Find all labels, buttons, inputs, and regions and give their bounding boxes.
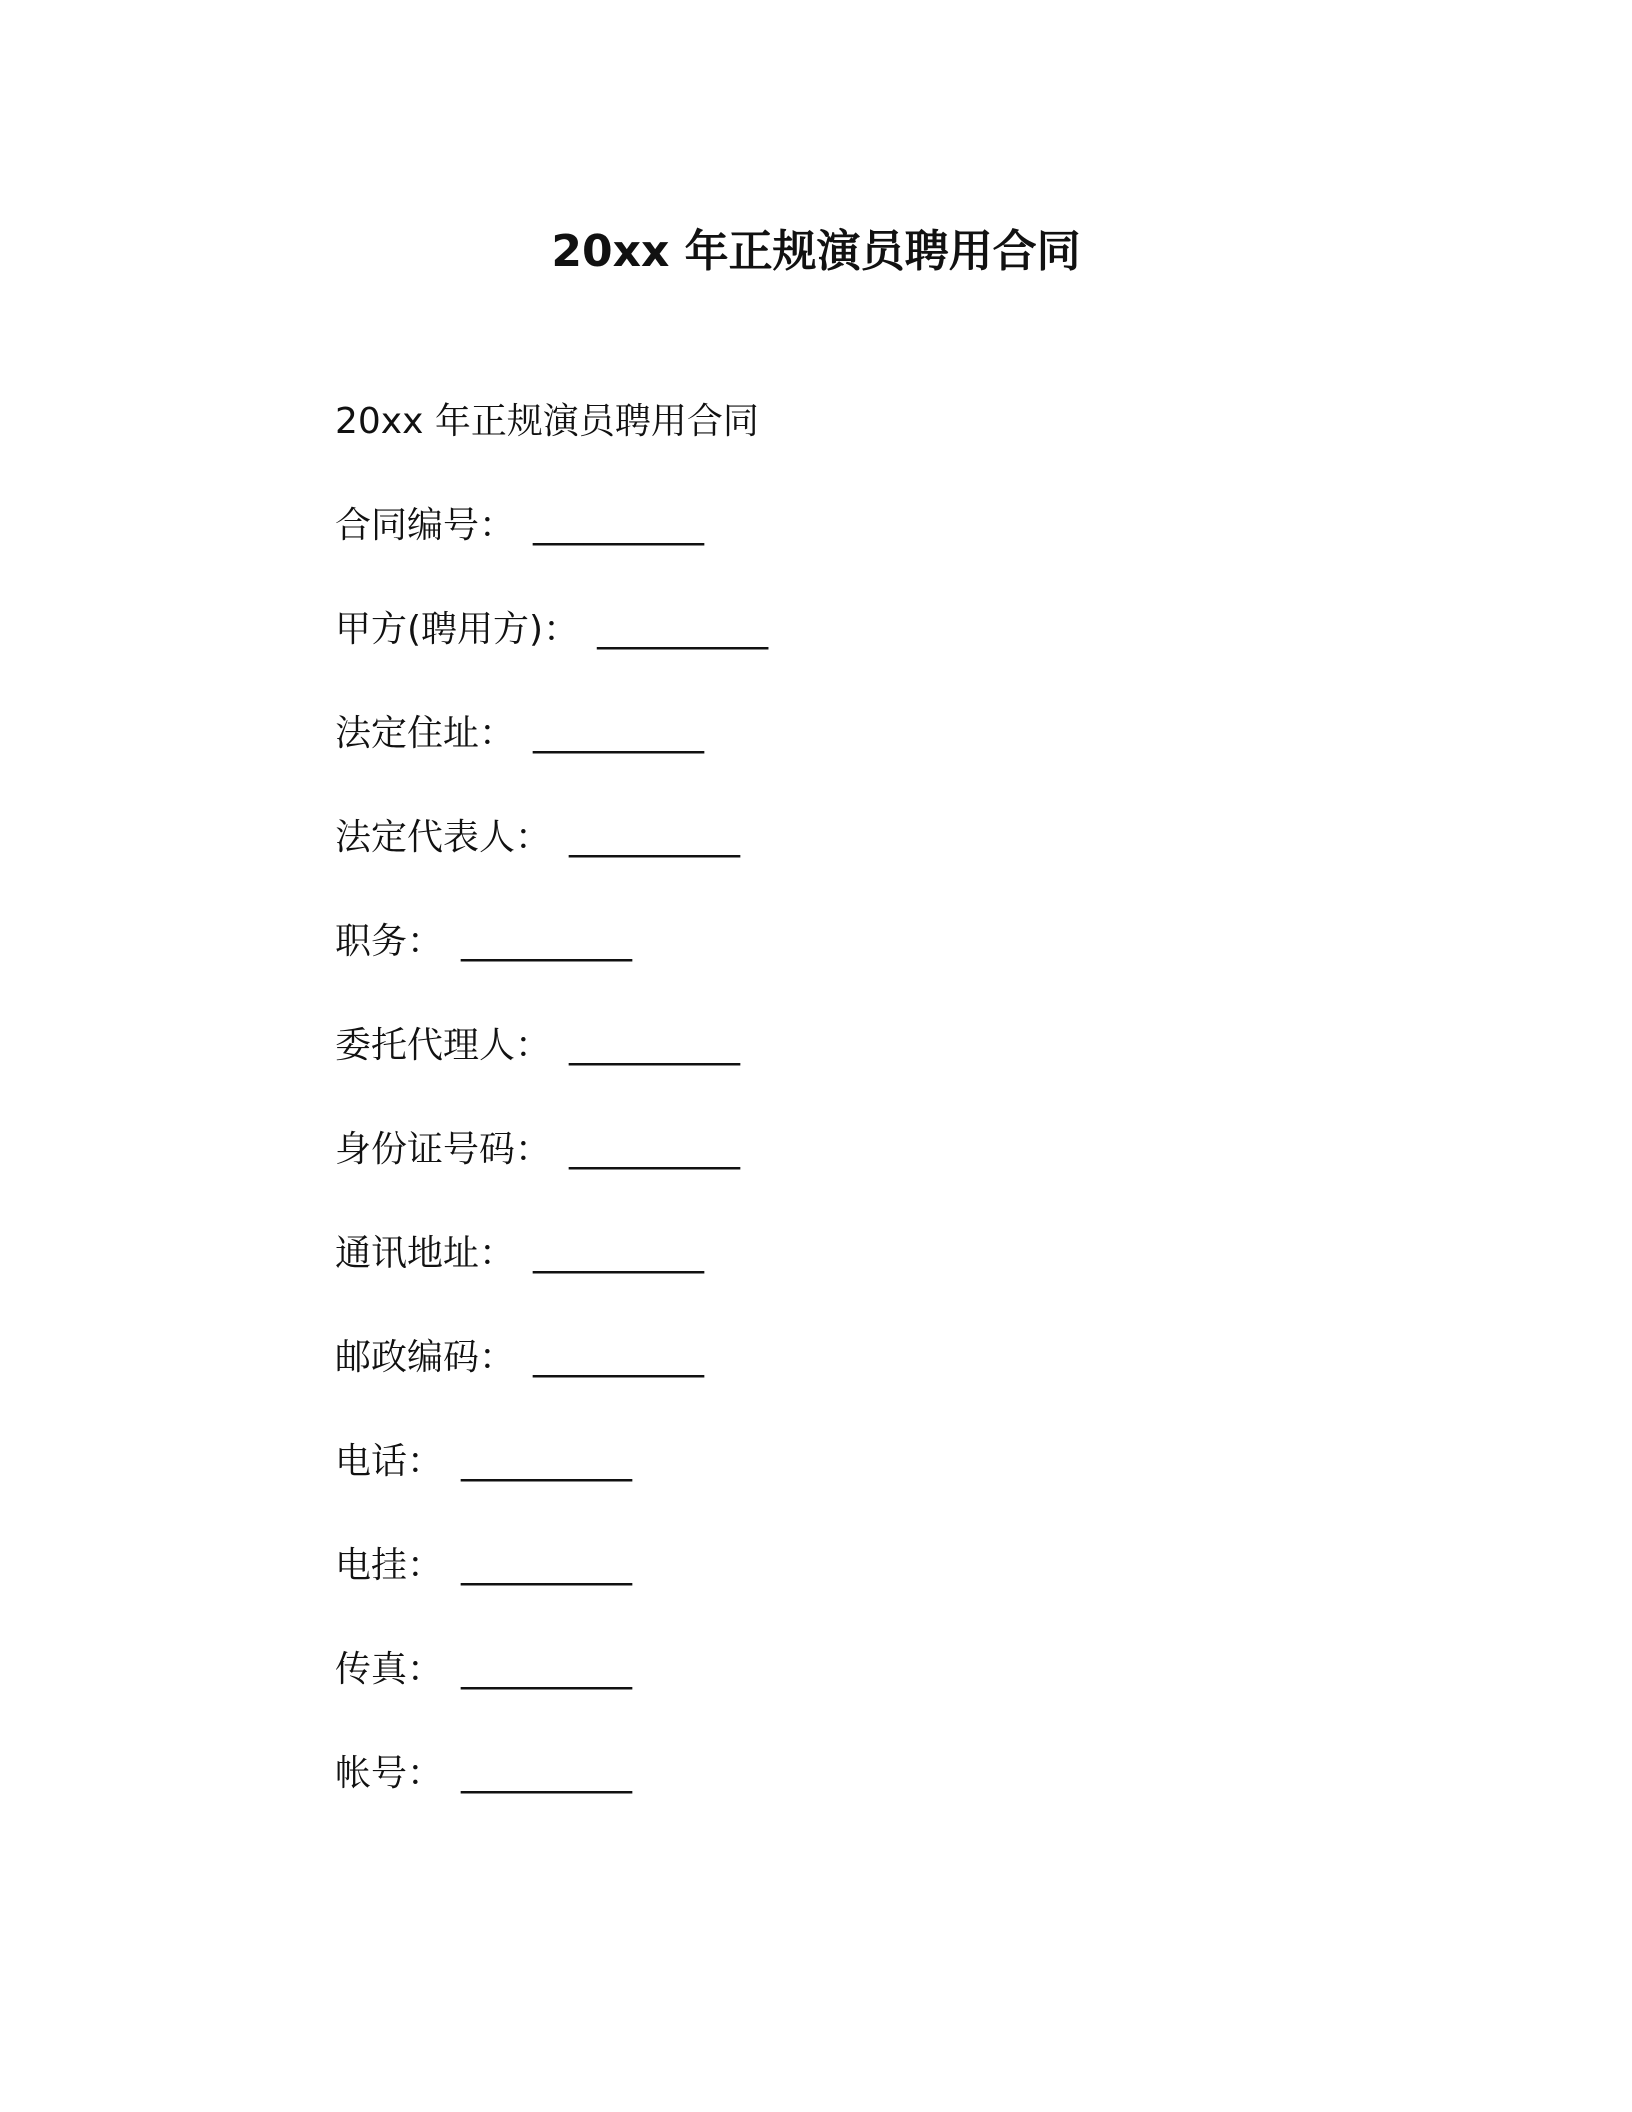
field-label: 法定代表人 — [335, 817, 516, 858]
field-colon: ： — [479, 713, 516, 754]
field-colon: ： — [515, 817, 552, 858]
field-postal-code — [335, 1328, 1335, 1388]
field-blank-line: __________ — [597, 609, 768, 650]
field-colon: ： — [515, 1129, 552, 1170]
field-colon: ： — [407, 921, 444, 962]
document-title: 20xx 年正规演员聘用合同 — [551, 226, 1081, 277]
field-account-number — [335, 1744, 1335, 1804]
document-body — [335, 392, 1335, 1848]
field-colon: ： — [407, 1649, 444, 1690]
field-blank-line: __________ — [533, 1233, 704, 1274]
field-legal-address — [335, 704, 1335, 764]
field-blank-line: __________ — [569, 1129, 740, 1170]
field-label: 电话 — [335, 1441, 408, 1482]
field-blank-line: __________ — [461, 1753, 632, 1794]
field-colon: ： — [407, 1753, 444, 1794]
field-label: 甲方(聘用方) — [335, 609, 544, 650]
field-colon: ： — [479, 1233, 516, 1274]
field-telephone — [335, 1432, 1335, 1492]
field-label: 帐号 — [335, 1753, 408, 1794]
field-legal-representative — [335, 808, 1335, 868]
field-label: 邮政编码 — [335, 1337, 480, 1378]
field-contract-number — [335, 496, 1335, 556]
field-colon: ： — [407, 1545, 444, 1586]
field-colon: ： — [543, 609, 580, 650]
field-label: 法定住址 — [335, 713, 480, 754]
field-blank-line: __________ — [461, 1441, 632, 1482]
field-label: 职务 — [335, 921, 408, 962]
field-blank-line: __________ — [533, 713, 704, 754]
contract-fields-list — [335, 496, 1335, 1804]
field-label: 传真 — [335, 1649, 408, 1690]
field-blank-line: __________ — [461, 1649, 632, 1690]
field-id-number — [335, 1120, 1335, 1180]
document-subtitle: 20xx 年正规演员聘用合同 — [335, 401, 759, 442]
field-colon: ： — [515, 1025, 552, 1066]
field-label: 合同编号 — [335, 505, 480, 546]
field-blank-line: __________ — [533, 505, 704, 546]
field-label: 委托代理人 — [335, 1025, 516, 1066]
field-label: 通讯地址 — [335, 1233, 480, 1274]
field-blank-line: __________ — [569, 1025, 740, 1066]
field-label: 电挂 — [335, 1545, 408, 1586]
field-position — [335, 912, 1335, 972]
field-authorized-agent — [335, 1016, 1335, 1076]
field-blank-line: __________ — [533, 1337, 704, 1378]
field-mailing-address — [335, 1224, 1335, 1284]
field-blank-line: __________ — [461, 1545, 632, 1586]
field-colon: ： — [479, 1337, 516, 1378]
field-blank-line: __________ — [569, 817, 740, 858]
field-party-a — [335, 600, 1335, 660]
field-cable-address — [335, 1536, 1335, 1596]
field-fax — [335, 1640, 1335, 1700]
field-label: 身份证号码 — [335, 1129, 516, 1170]
field-colon: ： — [407, 1441, 444, 1482]
field-colon: ： — [479, 505, 516, 546]
field-blank-line: __________ — [461, 921, 632, 962]
